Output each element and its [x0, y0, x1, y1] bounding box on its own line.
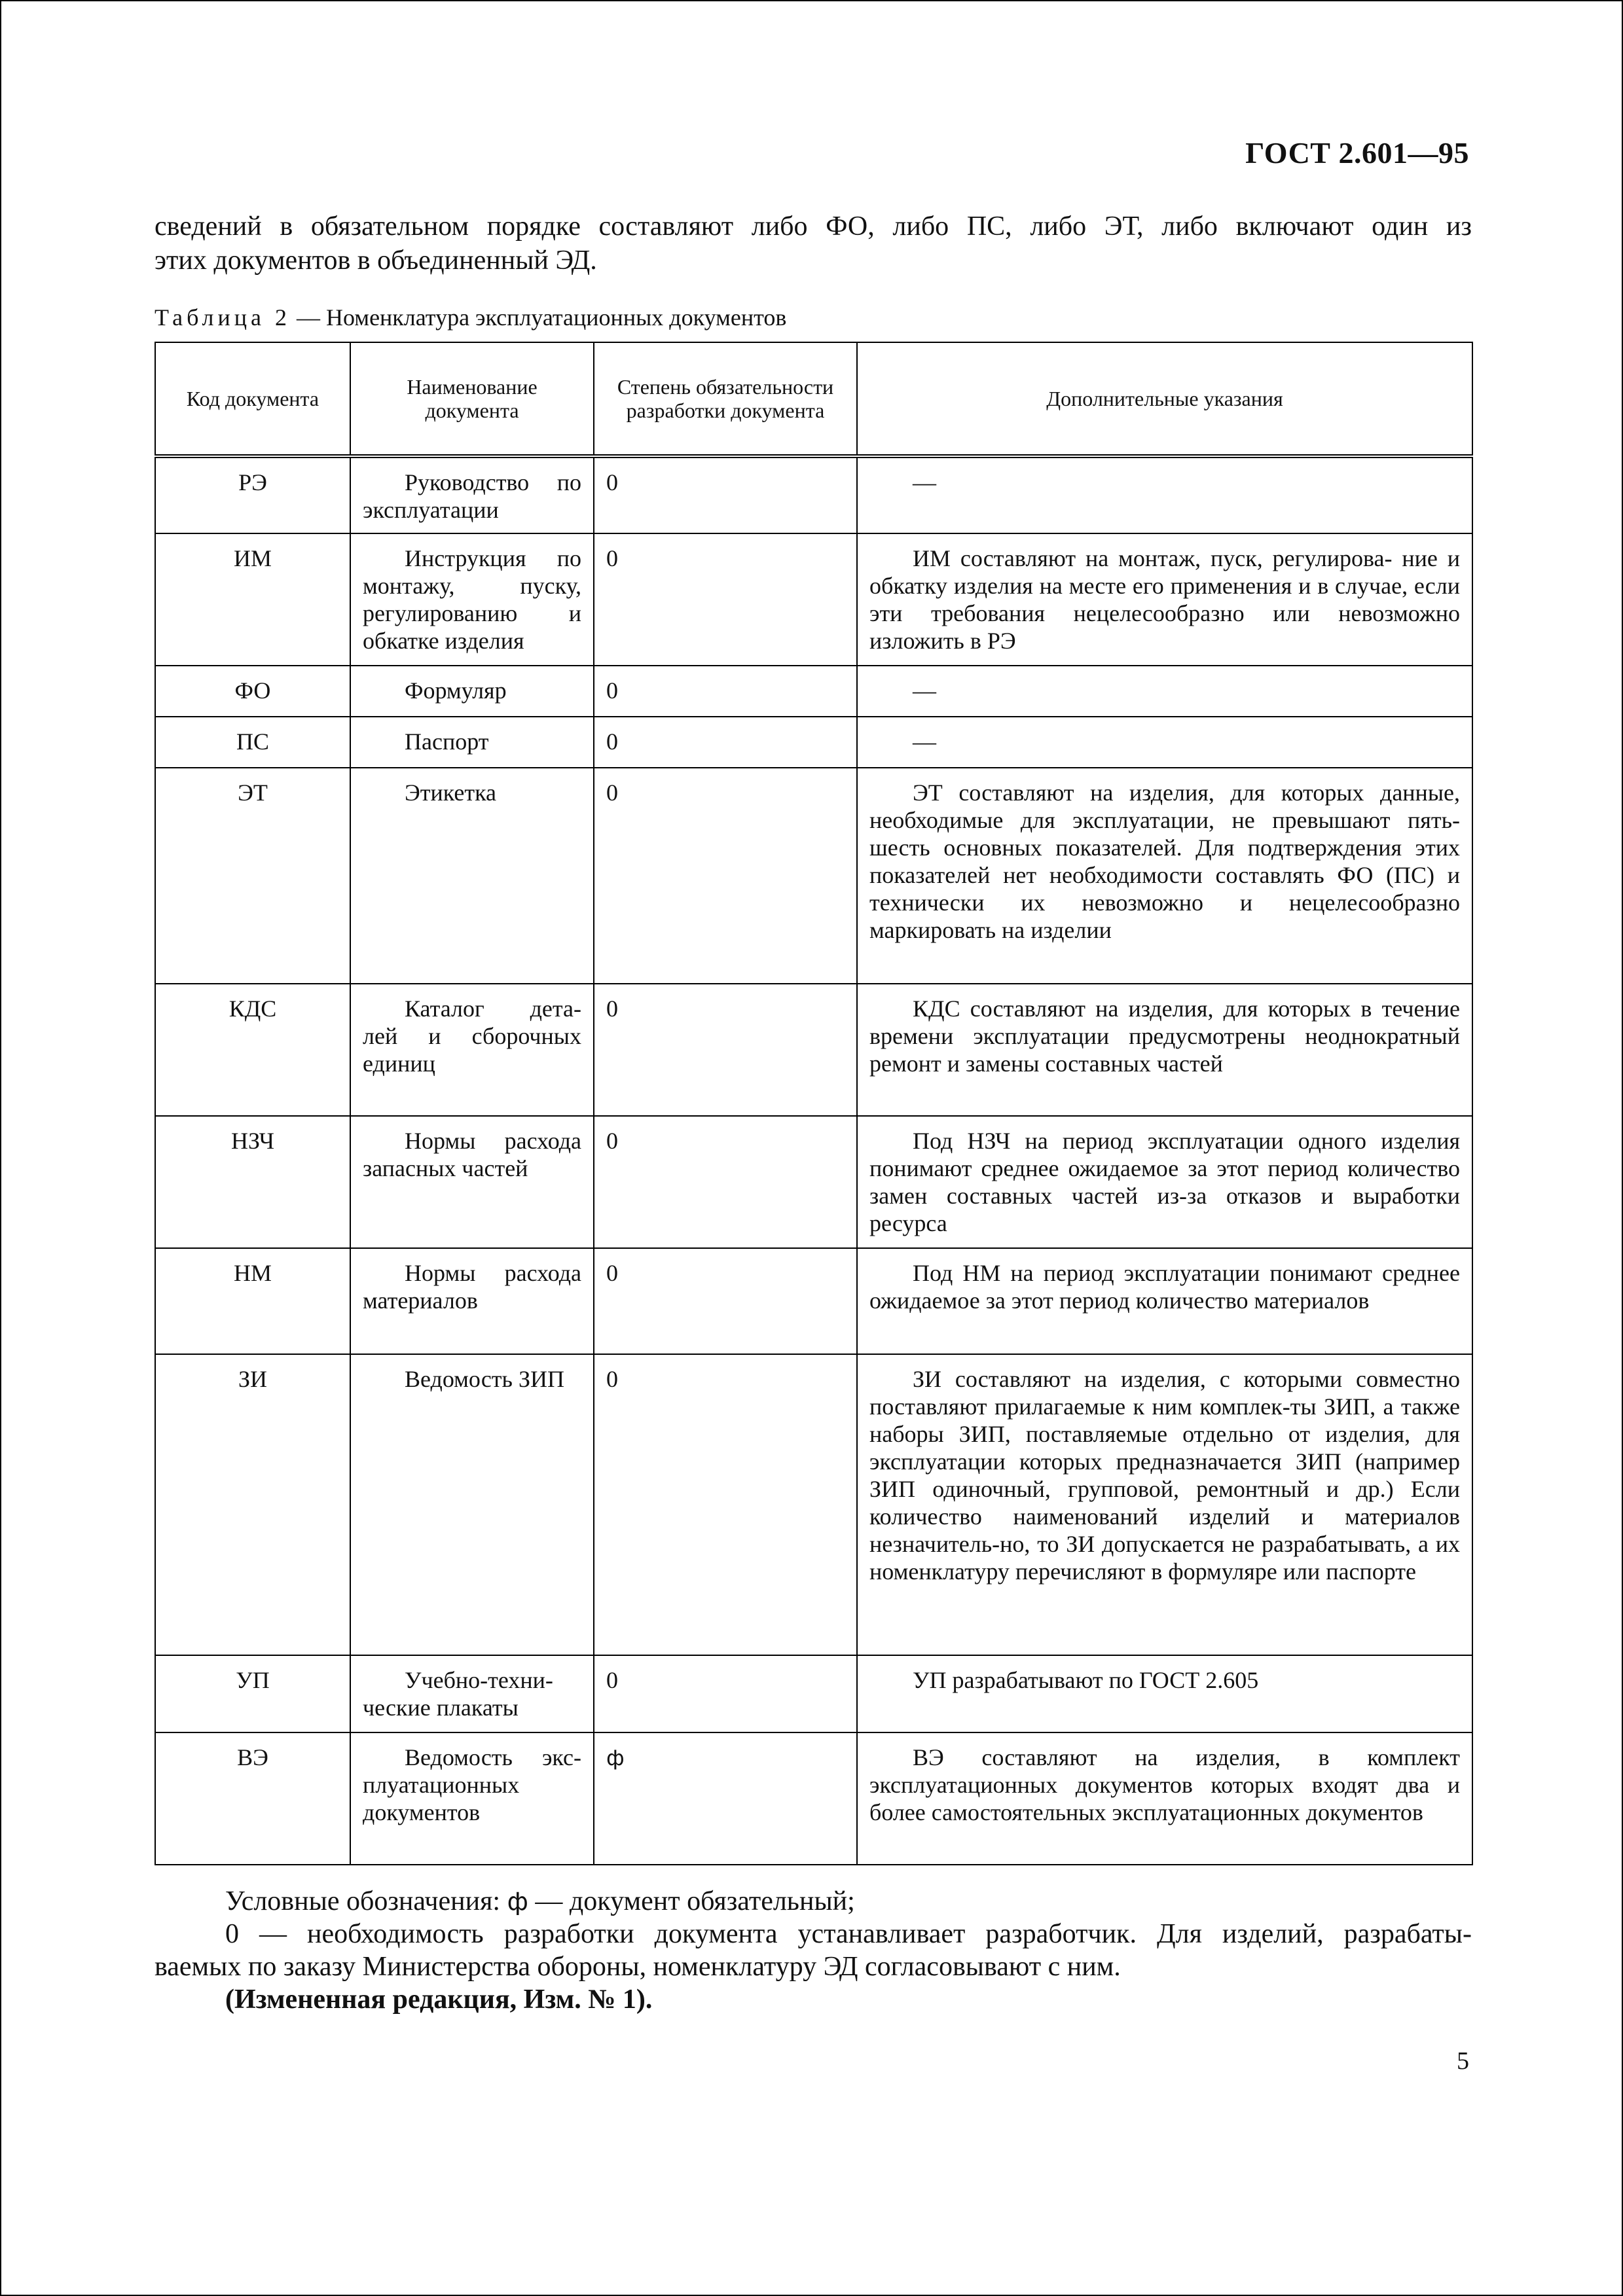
cell-code: КДС: [155, 984, 350, 1116]
cell-name: [350, 456, 594, 533]
cell-name-rest: плуатационных документов: [363, 1772, 520, 1825]
cell-notes-first: ЗИ составляют на изделия, с которыми: [913, 1366, 1343, 1392]
cell-notes-first: ИМ составляют на монтаж, пуск, регулирова-: [913, 545, 1393, 571]
cell-required-value: ф: [606, 1746, 625, 1770]
cell-name-first: Инструкция по: [405, 545, 581, 571]
cell-name-rest: монтажу, пуску, регулированию и обкатке изделия: [363, 573, 581, 654]
cell-required-value: 0: [606, 545, 618, 571]
cell-required: [594, 1732, 857, 1865]
cell-name: [350, 1116, 594, 1248]
cell-name-first: Нормы расхода: [405, 1128, 581, 1154]
header-notes: Дополнительные указания: [857, 342, 1472, 456]
cell-name: [350, 1732, 594, 1865]
cell-name-first: Ведомость экс-: [405, 1744, 581, 1770]
page-number: 5: [1457, 2047, 1469, 2075]
cell-required-value: 0: [606, 1667, 618, 1693]
cell-name: [350, 1354, 594, 1655]
table-row: [155, 1116, 1472, 1248]
intro-paragraph: [155, 209, 1472, 278]
nomenclature-table: [155, 342, 1473, 1865]
cell-name-first: Ведомость: [405, 1366, 513, 1392]
cell-required-value: 0: [606, 780, 618, 806]
legend-line-2: 0 — необходимость разработки документа устанавливает разработчик. Для изделий, разрабаты-: [225, 1919, 1472, 1949]
table-row: [155, 1354, 1472, 1655]
cell-name-first: Паспорт: [405, 728, 489, 755]
cell-name-rest: ческие плакаты: [363, 1695, 519, 1721]
cell-notes-rest: ние и обкатку изделия на месте его применения и в случае, если эти требования нецелесообразно или невозможно изложить в РЭ: [869, 545, 1461, 654]
cell-code: РЭ: [155, 456, 350, 533]
cell-required: [594, 1248, 857, 1354]
cell-notes-rest: течение времени эксплуатации предусмотрены неоднократный ремонт и замены составных частей: [869, 996, 1461, 1077]
cell-name: [350, 666, 594, 717]
cell-notes-first: КДС составляют на изделия, для которых в: [913, 996, 1372, 1022]
cell-notes-first: —: [913, 677, 936, 704]
cell-name: [350, 1655, 594, 1732]
table-row: [155, 1732, 1472, 1865]
table-row: [155, 768, 1472, 984]
cell-notes-rest: совместно поставляют прилагаемые к ним комплек-ты ЗИП, а также наборы ЗИП, поставляемые отдельно от изделия, для эксплуатации которых предназначается ЗИП (например ЗИП одиночный, групповой, ремонтный и др.) Если количество наименований изделий и материалов незначитель-но, то ЗИ допускается не разрабатывать, а их номенклатуру перечисляют в формуляре или паспорте: [869, 1366, 1461, 1585]
table-row: [155, 533, 1472, 666]
cell-code: НЗЧ: [155, 1116, 350, 1248]
cell-notes: [857, 1655, 1472, 1732]
table-row: [155, 1655, 1472, 1732]
header-code: Код документа: [155, 342, 350, 456]
legend: [155, 1885, 1472, 2016]
cell-required-value: 0: [606, 677, 618, 704]
legend-amendment-note: (Измененная редакция, Изм. № 1).: [225, 1984, 653, 2015]
cell-required-value: 0: [606, 1260, 618, 1286]
cell-notes: [857, 768, 1472, 984]
cell-name: [350, 984, 594, 1116]
table-caption-prefix: Таблица 2: [155, 304, 291, 331]
cell-notes: [857, 533, 1472, 666]
table-header-row: [155, 342, 1472, 456]
standard-code: ГОСТ 2.601—95: [1245, 136, 1469, 170]
legend-prefix: Условные обозначения:: [225, 1886, 507, 1916]
cell-name: [350, 1248, 594, 1354]
cell-code: НМ: [155, 1248, 350, 1354]
cell-notes-first: —: [913, 728, 936, 755]
cell-required: [594, 666, 857, 717]
cell-notes: [857, 984, 1472, 1116]
cell-notes-first: Под НМ на период эксплуатации понимают: [913, 1260, 1372, 1286]
cell-notes-first: ВЭ составляют на изделия, в комплект: [913, 1744, 1460, 1770]
cell-notes-first: ЭТ составляют на изделия, для которых: [913, 780, 1364, 806]
cell-required-value: 0: [606, 728, 618, 755]
cell-name: [350, 768, 594, 984]
table-caption: [155, 304, 786, 331]
cell-name: [350, 717, 594, 768]
cell-code: ФО: [155, 666, 350, 717]
cell-required-value: 0: [606, 469, 618, 495]
cell-notes-first: Под НЗЧ на период эксплуатации одного: [913, 1128, 1366, 1154]
cell-notes: [857, 1116, 1472, 1248]
cell-required-value: 0: [606, 1366, 618, 1392]
cell-name-rest: эксплуатации: [363, 497, 499, 523]
cell-required-value: 0: [606, 1128, 618, 1154]
legend-suffix: — документ обязательный;: [528, 1886, 855, 1916]
cell-code: УП: [155, 1655, 350, 1732]
cell-notes: [857, 666, 1472, 717]
cell-notes-first: УП разрабатывают по ГОСТ 2.605: [913, 1667, 1259, 1693]
cell-name-rest: лей и сборочных единиц: [363, 1023, 581, 1077]
cell-code: ЗИ: [155, 1354, 350, 1655]
header-name: Наименование документа: [350, 342, 594, 456]
cell-name-first: Учебно-техни-: [405, 1667, 553, 1693]
cell-required: [594, 768, 857, 984]
cell-name-first: Нормы расхода: [405, 1260, 581, 1286]
cell-name-first: Этикетка: [405, 780, 496, 806]
cell-notes: [857, 1248, 1472, 1354]
cell-name-first: Формуляр: [405, 677, 507, 704]
cell-required: [594, 456, 857, 533]
cell-notes: [857, 1354, 1472, 1655]
cell-name-rest: запасных частей: [363, 1155, 528, 1181]
cell-code: ИМ: [155, 533, 350, 666]
legend-line-3: ваемых по заказу Министерства обороны, номенклатуру ЭД согласовывают с ним.: [155, 1952, 1121, 1982]
cell-name-rest: ЗИП: [518, 1366, 564, 1392]
table-caption-text: — Номенклатура эксплуатационных документов: [290, 304, 787, 331]
cell-notes: [857, 1732, 1472, 1865]
intro-line-1: сведений в обязательном порядке составляют либо ФО, либо ПС, либо ЭТ, либо включают один из: [155, 211, 1472, 242]
cell-notes: [857, 717, 1472, 768]
cell-required: [594, 984, 857, 1116]
legend-mandatory-symbol: ф: [507, 1887, 528, 1916]
cell-notes-rest: изделия понимают среднее ожидаемое за этот период количество замен составных частей из-за отказов и выработки ресурса: [869, 1128, 1461, 1236]
cell-name-first: Руководство по: [405, 469, 581, 495]
legend-line-1: [155, 1885, 1472, 1918]
table-row: [155, 717, 1472, 768]
cell-notes-rest: данные, необходимые для эксплуатации, не превышают пять-шесть основных показателей. Для подтверждения этих показателей нет необходимости составлять ФО (ПС) и технически их невозможно и нецелесообразно маркировать на изделии: [869, 780, 1460, 943]
cell-required: [594, 533, 857, 666]
table-row: [155, 456, 1472, 533]
cell-notes-first: —: [913, 469, 936, 495]
cell-notes: [857, 456, 1472, 533]
cell-required: [594, 1655, 857, 1732]
cell-code: ПС: [155, 717, 350, 768]
cell-name-first: Каталог дета-: [405, 996, 581, 1022]
cell-required: [594, 717, 857, 768]
cell-code: ВЭ: [155, 1732, 350, 1865]
cell-name: [350, 533, 594, 666]
table-body: [155, 456, 1472, 1865]
cell-required: [594, 1116, 857, 1248]
cell-required: [594, 1354, 857, 1655]
intro-line-2: этих документов в объединенный ЭД.: [155, 245, 597, 276]
table-row: [155, 1248, 1472, 1354]
table-row: [155, 984, 1472, 1116]
cell-notes-rest: эксплуатационных документов которых входят два и более самостоятельных эксплуатационных документов: [869, 1772, 1460, 1825]
cell-notes-rest: среднее ожидаемое за этот период количество материалов: [869, 1260, 1461, 1314]
cell-name-rest: материалов: [363, 1287, 478, 1314]
table-row: [155, 666, 1472, 717]
header-required: Степень обязательности разработки документа: [594, 342, 857, 456]
cell-code: ЭТ: [155, 768, 350, 984]
cell-required-value: 0: [606, 996, 618, 1022]
